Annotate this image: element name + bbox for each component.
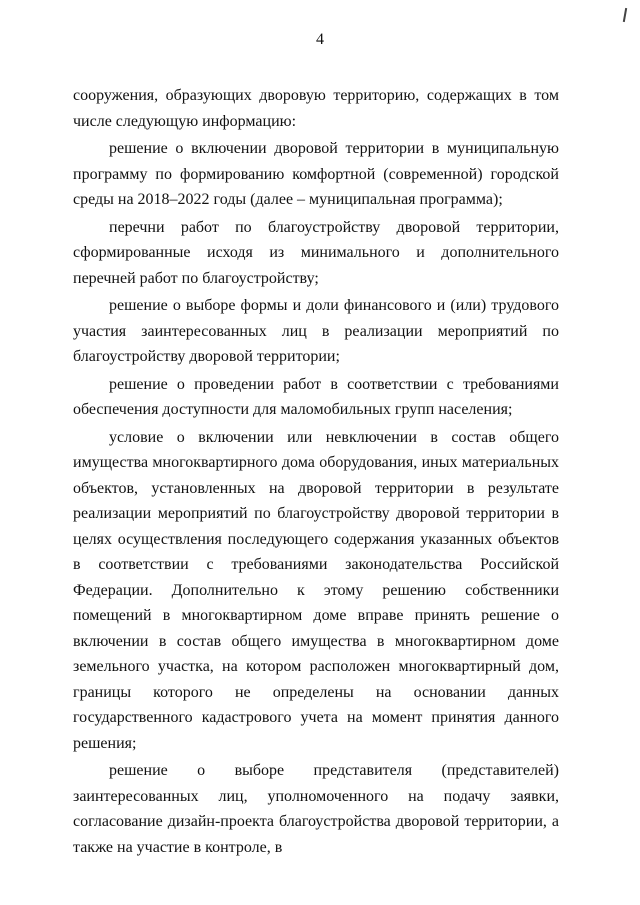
paragraph-4: решение о проведении работ в соответствии с требованиями обеспечения доступности для маломобильных групп населения; [73,375,559,418]
paragraph-2: перечни работ по благоустройству дворовой территории, сформированные исходя из минимального и дополнительного перечней работ по благоустройству; [73,218,559,287]
document-body [73,83,559,862]
scan-artifact-mark [623,8,627,22]
page-number: 4 [316,31,324,48]
paragraph-0: сооружения, образующих дворовую территорию, содержащих в том числе следующую информацию: [73,87,559,130]
paragraph-5: условие о включении или невключении в состав общего имущества многоквартирного дома оборудования, иных материальных объектов, установленных на дворовой территории в результате реализации мероприятий по благоустройству дворовой территории в целях осуществления последующего содержания указанных объектов в соответствии с требованиями законодательства Российской Федерации. Дополнительно к этому решению собственники помещений в многоквартирном доме вправе принять решение о включении в состав общего имущества в многоквартирном доме земельного участка, на котором расположен многоквартирный дом, границы которого не определены на основании данных государственного кадастрового учета на момент принятия данного решения; [73,428,559,752]
paragraph-3: решение о выборе формы и доли финансового и (или) трудового участия заинтересованных лиц в реализации мероприятий по благоустройству дворовой территории; [73,297,559,365]
paragraph-1: решение о включении дворовой территории в муниципальную программу по формированию комфортной (современной) городской среды на 2018–2022 годы (далее – муниципальная программа); [73,140,559,208]
paragraph-6: решение о выборе представителя (представителей) заинтересованных лиц, уполномоченного на подачу заявки, согласование дизайн-проекта благоустройства дворовой территории, а также на участие в контроле, в [73,762,559,856]
